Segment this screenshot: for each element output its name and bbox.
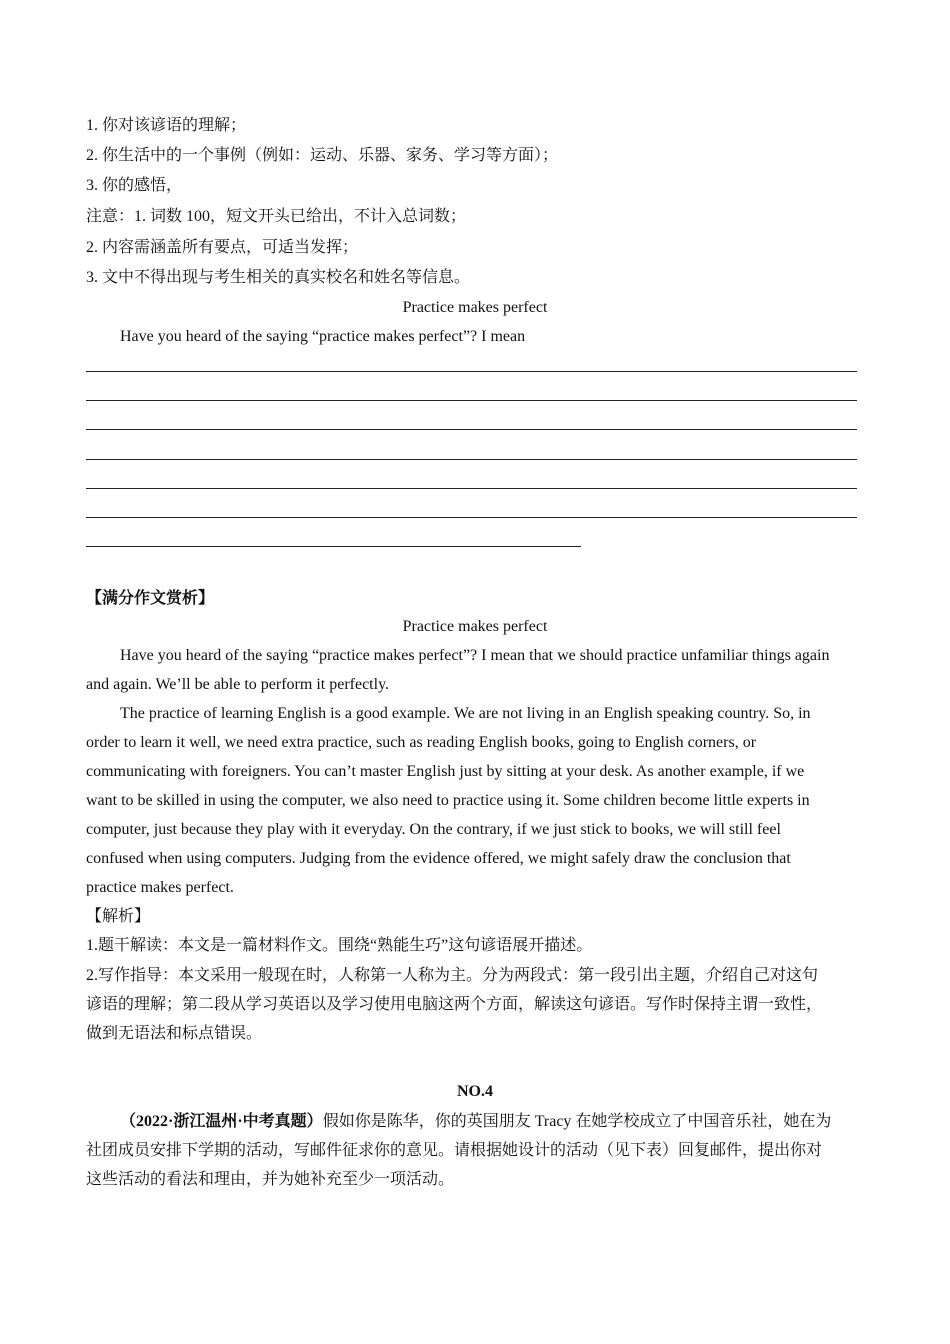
question-text-line-1	[120, 1112, 831, 1132]
essay-paragraph-2-line: practice makes perfect.	[86, 879, 234, 896]
answer-line	[86, 429, 857, 430]
question-text: 假如你是陈华，你的英国朋友 Tracy 在她学校成立了中国音乐社，她在为	[322, 1113, 832, 1130]
analysis-point-1: 1.题干解读：本文是一篇材料作文。围绕“熟能生巧”这句谚语展开描述。	[86, 937, 593, 954]
answer-line-short	[86, 546, 581, 547]
prompt-opening: Have you heard of the saying “practice makes perfect”? I mean	[120, 328, 526, 345]
question-text-line-2: 社团成员安排下学期的活动，写邮件征求你的意见。请根据她设计的活动（见下表）回复邮件，提出你对	[86, 1142, 823, 1159]
essay-paragraph-2-line: order to learn it well, we need extra practice, such as reading English books, going to English corners, or	[86, 734, 757, 751]
note-2: 2. 内容需涵盖所有要点，可适当发挥；	[86, 239, 359, 256]
model-essay-title: Practice makes perfect	[402, 618, 548, 635]
note-1: 注意：1. 词数 100，短文开头已给出，不计入总词数；	[86, 208, 467, 225]
answer-line	[86, 371, 857, 372]
answer-line	[86, 400, 857, 401]
essay-paragraph-1: Have you heard of the saying “practice makes perfect”? I mean that we should practice unfamiliar things again	[120, 647, 830, 664]
requirement-3: 3. 你的感悟，	[86, 177, 183, 194]
question-number: NO.4	[457, 1083, 493, 1100]
question-source: （2022·浙江温州·中考真题）	[120, 1113, 323, 1130]
essay-paragraph-1-cont: and again. We’ll be able to perform it perfectly.	[86, 676, 390, 693]
note-3: 3. 文中不得出现与考生相关的真实校名和姓名等信息。	[86, 269, 471, 286]
essay-paragraph-2-line: communicating with foreigners. You can’t master English just by sitting at your desk. As another example, if we	[86, 763, 805, 780]
essay-paragraph-2-line: want to be skilled in using the computer, we also need to practice using it. Some children become little experts in	[86, 792, 810, 809]
answer-line	[86, 459, 857, 460]
essay-paragraph-2-line: computer, just because they play with it everyday. On the contrary, if we just stick to books, we will still feel	[86, 821, 781, 838]
prompt-title: Practice makes perfect	[402, 299, 548, 316]
answer-line	[86, 488, 857, 489]
requirement-1: 1. 你对该谚语的理解；	[86, 117, 247, 134]
answer-line	[86, 517, 857, 518]
essay-paragraph-2-line: confused when using computers. Judging from the evidence offered, we might safely draw the conclusion that	[86, 850, 791, 867]
model-essay-heading: 【满分作文赏析】	[86, 590, 215, 607]
requirement-2: 2. 你生活中的一个事例（例如：运动、乐器、家务、学习等方面）；	[86, 147, 559, 164]
question-text-line-3: 这些活动的看法和理由，并为她补充至少一项活动。	[86, 1171, 455, 1188]
analysis-heading: 【解析】	[86, 908, 151, 925]
analysis-point-2-line: 谚语的理解；第二段从学习英语以及学习使用电脑这两个方面，解读这句谚语。写作时保持主谓一致性，	[86, 996, 823, 1013]
analysis-point-2: 2.写作指导：本文采用一般现在时，人称第一人称为主。分为两段式：第一段引出主题，介绍自己对这句	[86, 967, 819, 984]
analysis-point-2-line: 做到无语法和标点错误。	[86, 1025, 263, 1042]
essay-paragraph-2: The practice of learning English is a good example. We are not living in an English speaking country. So, in	[120, 705, 811, 722]
